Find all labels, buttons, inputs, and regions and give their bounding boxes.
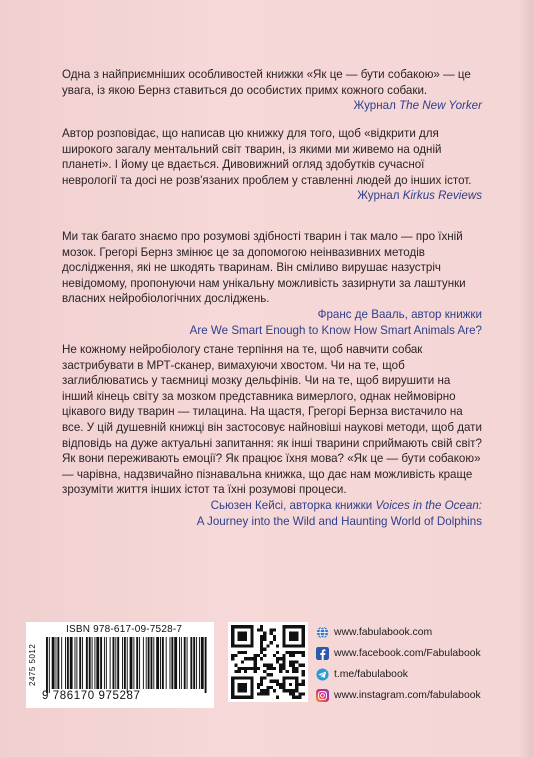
quote-attribution [62, 98, 482, 114]
isbn-barcode [26, 622, 214, 708]
qr-code [228, 622, 308, 702]
social-links [316, 622, 526, 706]
attribution-title: The New Yorker [399, 99, 482, 113]
barcode-bars [44, 637, 208, 693]
barcode-side-code: 2475 5012 [28, 643, 37, 687]
cover-footer [26, 622, 526, 722]
attribution-source: Журнал [353, 99, 400, 113]
review-quote-1 [62, 67, 482, 114]
ean-digits: 9 786170 975287 [42, 690, 141, 702]
website-link-text: www.fabulabook.com [334, 627, 433, 638]
review-quote-3 [62, 229, 482, 338]
quote-text: Автор розповідає, що написав цю книжку для того, щоб «відкрити для широкого загалу ментальний світ тварин, із якими ми живемо на одній планеті». І йому це вдається. Дивовижний огляд здобутків сучасної неврології та досі не розв'язаних проблем у ставленні людей до інших істот. [62, 127, 472, 187]
telegram-link[interactable] [316, 664, 526, 685]
instagram-icon [316, 689, 329, 702]
instagram-link-text: www.instagram.com/fabulabook [334, 690, 481, 701]
review-quote-2 [62, 126, 482, 204]
telegram-icon [316, 668, 329, 681]
quote-attribution [62, 188, 482, 204]
quote-attribution [62, 498, 482, 514]
isbn-number: ISBN 978-617-09-7528-7 [66, 624, 183, 635]
facebook-link[interactable] [316, 643, 526, 664]
quote-text: Ми так багато знаємо про розумові здібності тварин і так мало — про їхній мозок. Грегорі Бернз змінює це за допомогою неінвазивних методів дослідження, які не шкодять тваринам. Він сміливо вирушає назустріч невідомому, пропонуючи нам унікальну можливість зазирнути за лаштунки власних нейробіологічних досліджень. [62, 230, 466, 306]
facebook-link-text: www.facebook.com/Fabulabook [334, 648, 481, 659]
quote-attribution-title-cont: A Journey into the Wild and Haunting World of Dolphins [196, 514, 482, 528]
globe-icon [316, 626, 329, 639]
quote-text: Не кожному нейробіологу стане терпіння на те, щоб навчити собак застрибувати в МРТ-сканер, вимахуючи хвостом. Чи на те, щоб заглиблюватись у таємниці мозку дельфінів. Чи на те, щоб вирушити на інший кінець світу за мозком представника вимерлого, однак неймовірно цікавого виду тварин — тилацина. На щастя, Грегорі Бернза вистачило на все. У цій душевній книжці він застосовує найновіші наукові методи, щоб дати відповідь на дуже актуальні запитання: як інші тварини сприймають свій світ? Як вони переживають емоції? Як працює їхня мова? «Як це — бути собакою» — чарівна, надзвичайно пізнавальна книжка, що дає нам можливість краще зрозуміти життя інших істот та їхні розумові процеси. [62, 343, 482, 497]
website-link[interactable] [316, 622, 526, 643]
attribution-source: Журнал [357, 189, 403, 203]
attribution-title: Voices in the Ocean: [375, 498, 482, 512]
attribution-source: Сьюзен Кейсі, авторка книжки [210, 498, 376, 512]
quote-text: Одна з найприємніших особливостей книжки «Як це — бути собакою» — це увага, із якою Бернз ставиться до особистих примх кожного собаки. [62, 68, 471, 97]
facebook-icon [316, 647, 329, 660]
quote-attribution-title: Are We Smart Enough to Know How Smart Animals Are? [189, 323, 482, 337]
instagram-link[interactable] [316, 685, 526, 706]
telegram-link-text: t.me/fabulabook [334, 669, 408, 680]
attribution-title: Kirkus Reviews [402, 189, 482, 203]
review-quote-4 [62, 342, 482, 529]
quote-attribution-author: Франс де Вааль, автор книжки [317, 307, 482, 321]
